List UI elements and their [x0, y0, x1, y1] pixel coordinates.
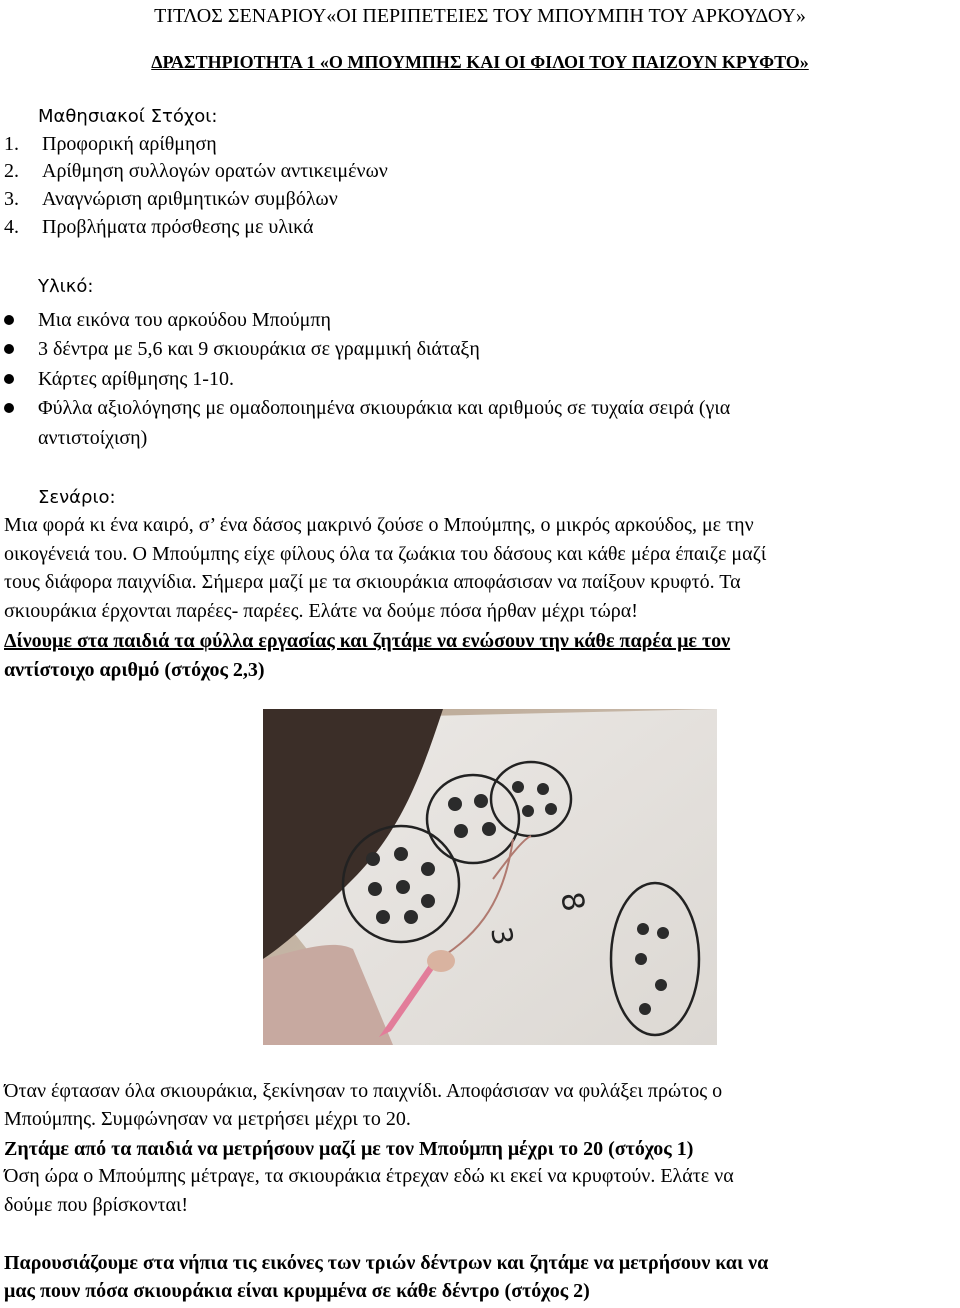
scenario-line: οικογένειά του. Ο Μπούμπης είχε φίλους όλα τα ζωάκια του δάσους και κάθε μέρα έπαιζε μαζί	[4, 543, 767, 565]
activity-title: ΔΡΑΣΤΗΡΙΟΤΗΤΑ 1 «Ο ΜΠΟΥΜΠΗΣ ΚΑΙ ΟΙ ΦΙΛΟΙ ΤΟΥ ΠΑΙΖΟΥΝ ΚΡΥΦΤΟ»	[151, 52, 809, 72]
scenario-line: τους διάφορα παιχνίδια. Σήμερα μαζί με τα σκιουράκια αποφάσισαν να παίξουν κρυφτό. Τα	[4, 571, 741, 593]
material-item: 3 δέντρα με 5,6 και 9 σκιουράκια σε γραμμική διάταξη	[38, 338, 480, 360]
goal-text: Αρίθμηση συλλογών ορατών αντικειμένων	[42, 160, 388, 182]
material-item: Μια εικόνα του αρκούδου Μπούμπη	[38, 309, 331, 331]
goal-number: 1.	[4, 133, 19, 155]
instruction-line: αντίστοιχο αριθμό (στόχος 2,3)	[4, 659, 265, 681]
paragraph-line: Όση ώρα ο Μπούμπης μέτραγε, τα σκιουράκια έτρεχαν εδώ κι εκεί να κρυφτούν. Ελάτε να	[4, 1165, 734, 1187]
scenario-line: σκιουράκια έρχονται παρέες- παρέες. Ελάτε να δούμε πόσα ήρθαν μέχρι τώρα!	[4, 600, 638, 622]
goal-item	[4, 214, 314, 240]
goal-number: 2.	[4, 160, 19, 182]
bullet-icon	[4, 315, 14, 325]
goal-number: 3.	[4, 188, 19, 210]
materials-heading: Υλικό:	[38, 276, 94, 297]
bullet-icon	[4, 403, 14, 413]
paragraph-line: Όταν έφτασαν όλα σκιουράκια, ξεκίνησαν το παιχνίδι. Αποφάσισαν να φυλάξει πρώτος ο	[4, 1080, 723, 1102]
goals-heading: Μαθησιακοί Στόχοι:	[38, 106, 218, 127]
goal-text: Προβλήματα πρόσθεσης με υλικά	[42, 216, 314, 238]
instruction-line: μας πουν πόσα σκιουράκια είναι κρυμμένα σε κάθε δέντρο (στόχος 2)	[4, 1280, 590, 1302]
goal-item	[4, 131, 217, 157]
paragraph-line: δούμε που βρίσκονται!	[4, 1194, 189, 1216]
worksheet-number: 3	[484, 924, 520, 948]
paragraph-line: Μπούμπης. Συμφώνησαν να μετρήσει μέχρι το 20.	[4, 1108, 411, 1130]
scenario-title: ΤΙΤΛΟΣ ΣΕΝΑΡΙΟΥ«ΟΙ ΠΕΡΙΠΕΤΕΙΕΣ ΤΟΥ ΜΠΟΥΜΠΗ ΤΟΥ ΑΡΚΟΥΔΟΥ»	[154, 5, 806, 27]
material-item: Κάρτες αρίθμησης 1-10.	[38, 368, 234, 390]
goal-text: Προφορική αρίθμηση	[42, 133, 217, 155]
child-hand	[427, 950, 455, 972]
scenario-line: Μια φορά κι ένα καιρό, σ’ ένα δάσος μακρινό ζούσε ο Μπούμπης, ο μικρός αρκούδος, με την	[4, 514, 754, 536]
goal-text: Αναγνώριση αριθμητικών συμβόλων	[42, 188, 338, 210]
goal-item	[4, 186, 338, 212]
bullet-icon	[4, 344, 14, 354]
bullet-icon	[4, 374, 14, 384]
instruction-line: Ζητάμε από τα παιδιά να μετρήσουν μαζί με τον Μπούμπη μέχρι το 20 (στόχος 1)	[4, 1138, 694, 1160]
instruction-line: Παρουσιάζουμε στα νήπια τις εικόνες των τριών δέντρων και ζητάμε να μετρήσουν και να	[4, 1252, 769, 1274]
worksheet-photo	[263, 709, 717, 1045]
scenario-heading: Σενάριο:	[38, 487, 116, 508]
instruction-line: Δίνουμε στα παιδιά τα φύλλα εργασίας και ζητάμε να ενώσουν την κάθε παρέα με τον	[4, 630, 731, 652]
goal-item	[4, 158, 388, 184]
material-item: Φύλλα αξιολόγησης με ομαδοποιημένα σκιουράκια και αριθμούς σε τυχαία σειρά (για	[38, 397, 731, 419]
worksheet-number: 8	[553, 889, 591, 915]
material-item-continued: αντιστοίχιση)	[38, 427, 148, 449]
goal-number: 4.	[4, 216, 19, 238]
worksheet-photo-image	[263, 709, 717, 1045]
